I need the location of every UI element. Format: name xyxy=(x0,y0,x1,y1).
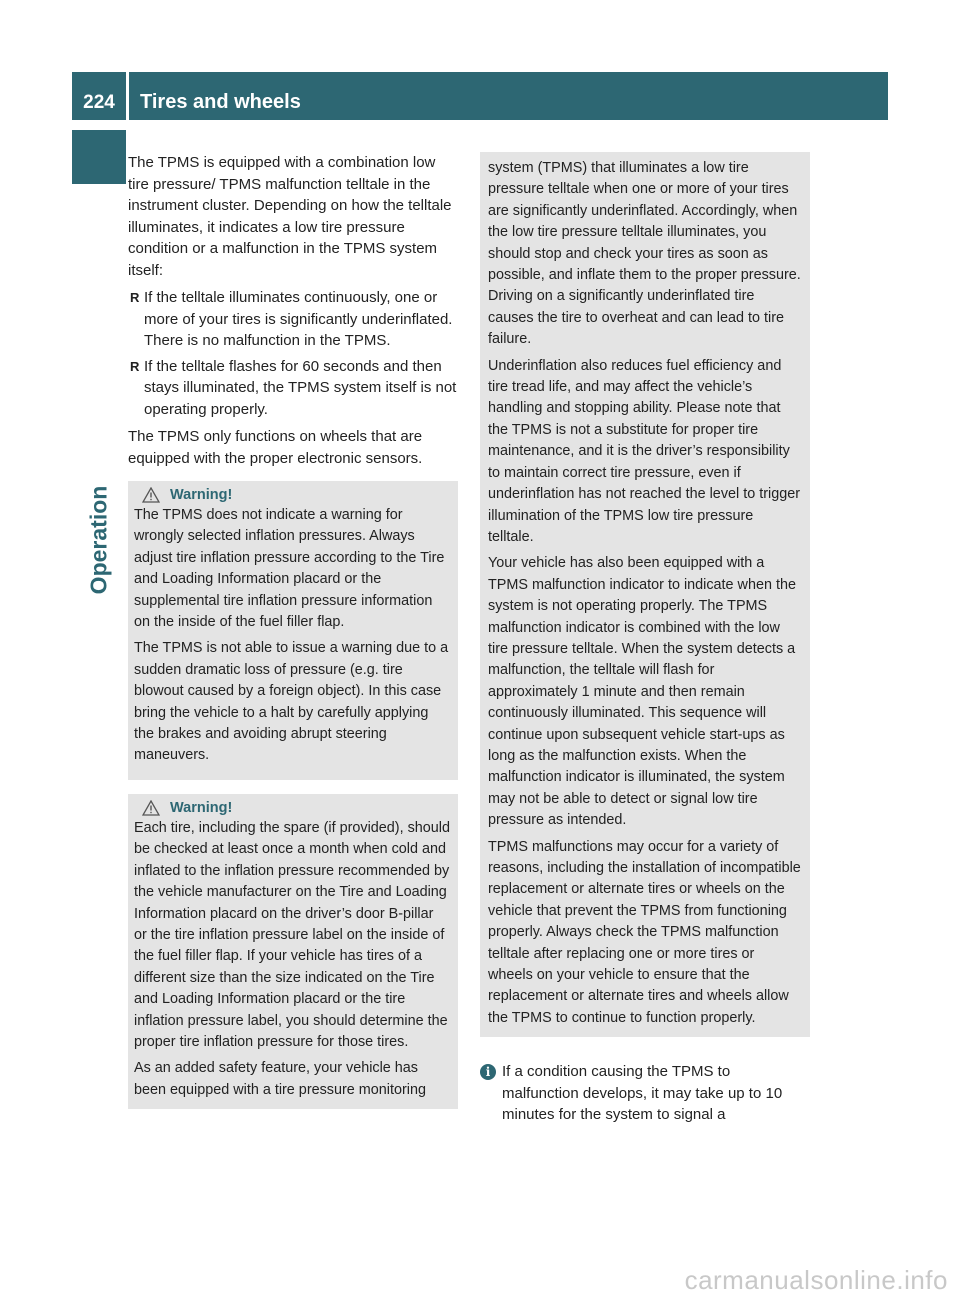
right-column xyxy=(480,152,810,1132)
section-title: Tires and wheels xyxy=(140,91,301,113)
warning-paragraph: TPMS malfunctions may occur for a variety of reasons, including the installation of incompatible replacement or alternate tires or wheels on the vehicle that prevent the TPMS from functioning properly. Always check the TPMS malfunction telltale after replacing one or more tires or wheels on your vehicle to ensure that the replacement or alternate tires and wheels allow the TPMS to continue to function properly. xyxy=(488,838,801,1026)
side-label xyxy=(72,460,126,620)
intro-paragraph: The TPMS is equipped with a combination low tire pressure/ TPMS malfunction telltale in the instrument cluster. Depending on how the telltale illuminates, it indicates a low tire pressure condition or a malfunction in the TPMS system itself: xyxy=(128,154,452,279)
warning-paragraph: The TPMS is not able to issue a warning due to a sudden dramatic loss of pressure (e.g. tire blowout caused by a foreign object). In this case bring the vehicle to a halt by carefully applying the brakes and avoiding abrupt steering maneuvers. xyxy=(134,640,449,764)
page-number: 224 xyxy=(83,92,115,113)
warning-box-2-continued xyxy=(480,152,810,1037)
warning-title: Warning! xyxy=(170,799,233,816)
warning-title: Warning! xyxy=(170,487,233,503)
info-icon: i xyxy=(480,1064,496,1080)
warning-paragraph: Each tire, including the spare (if provided), should be checked at least once a month when cold and inflated to the inflation pressure recommended by the vehicle manufacturer on the Tire and Loading Information placard on the driver’s door B-pillar or the tire inflation pressure label on the inside of the fuel filler flap. If your vehicle has tires of a different size than the size indicated on the Tire and Loading Information placard or the tire inflation pressure label, you should determine the proper tire inflation pressure for those tires. xyxy=(134,819,450,1050)
bullet-item: R If the telltale flashes for 60 seconds and then stays illuminated, the TPMS system itself is not operating properly. xyxy=(128,356,458,421)
functions-note: The TPMS only functions on wheels that are equipped with the proper electronic sensors. xyxy=(128,428,423,467)
warning-paragraph: The TPMS does not indicate a warning for wrongly selected inflation pressures. Always adjust tire inflation pressure according to the Tire and Loading Information placard or the supplemental tire inflation pressure information on the inside of the fuel filler flap. xyxy=(134,507,445,631)
left-column xyxy=(128,152,458,1109)
warning-paragraph: system (TPMS) that illuminates a low tire pressure telltale when one or more of your tires are significantly underinflated. Accordingly, when the low tire pressure telltale illuminates, you should stop and check your tires as soon as possible, and inflate them to the proper pressure. Driving on a significantly underinflated tire causes the tire to overheat and can lead to tire failure. xyxy=(488,160,801,348)
side-tab xyxy=(72,130,126,1300)
watermark: carmanualsonline.info xyxy=(684,1265,948,1295)
warning-paragraph: Underinflation also reduces fuel efficiency and tire tread life, and may affect the vehicle’s handling and stopping ability. Please note that the TPMS is not a substitute for proper tire maintenance, and it is the driver’s responsibility to maintain correct tire pressure, even if underinflation has not reached the level to trigger illumination of the TPMS low tire pressure telltale. xyxy=(488,357,800,545)
warning-heading xyxy=(134,800,450,816)
warning-triangle-icon xyxy=(142,487,160,503)
header-divider xyxy=(126,72,129,120)
info-text: If a condition causing the TPMS to malfunction develops, it may take up to 10 minutes for the system to signal a xyxy=(502,1063,783,1124)
warning-triangle-icon xyxy=(142,800,160,816)
telltale-bullet-list xyxy=(128,287,458,420)
bullet-item: R If the telltale illuminates continuously, one or more of your tires is significantly underinflated. There is no malfunction in the TPMS. xyxy=(128,287,458,352)
side-tab-marker xyxy=(72,130,126,184)
side-label-text: Operation xyxy=(85,485,112,595)
warning-box-1 xyxy=(128,481,458,780)
warning-box-2 xyxy=(128,794,458,1109)
warning-paragraph: Your vehicle has also been equipped with a TPMS malfunction indicator to indicate when the system is not operating properly. The TPMS malfunction indicator is combined with the low tire pressure telltale. When the system detects a malfunction, the telltale will flash for approximately 1 minute and then remain continuously illuminated. This sequence will continue upon subsequent vehicle start-ups as long as the malfunction exists. When the malfunction indicator is illuminated, the system may not be able to detect or signal low tire pressure as intended. xyxy=(488,555,796,829)
info-note xyxy=(480,1061,810,1132)
warning-paragraph: As an added safety feature, your vehicle has been equipped with a tire pressure monitoring xyxy=(134,1060,426,1098)
warning-heading xyxy=(134,487,450,503)
